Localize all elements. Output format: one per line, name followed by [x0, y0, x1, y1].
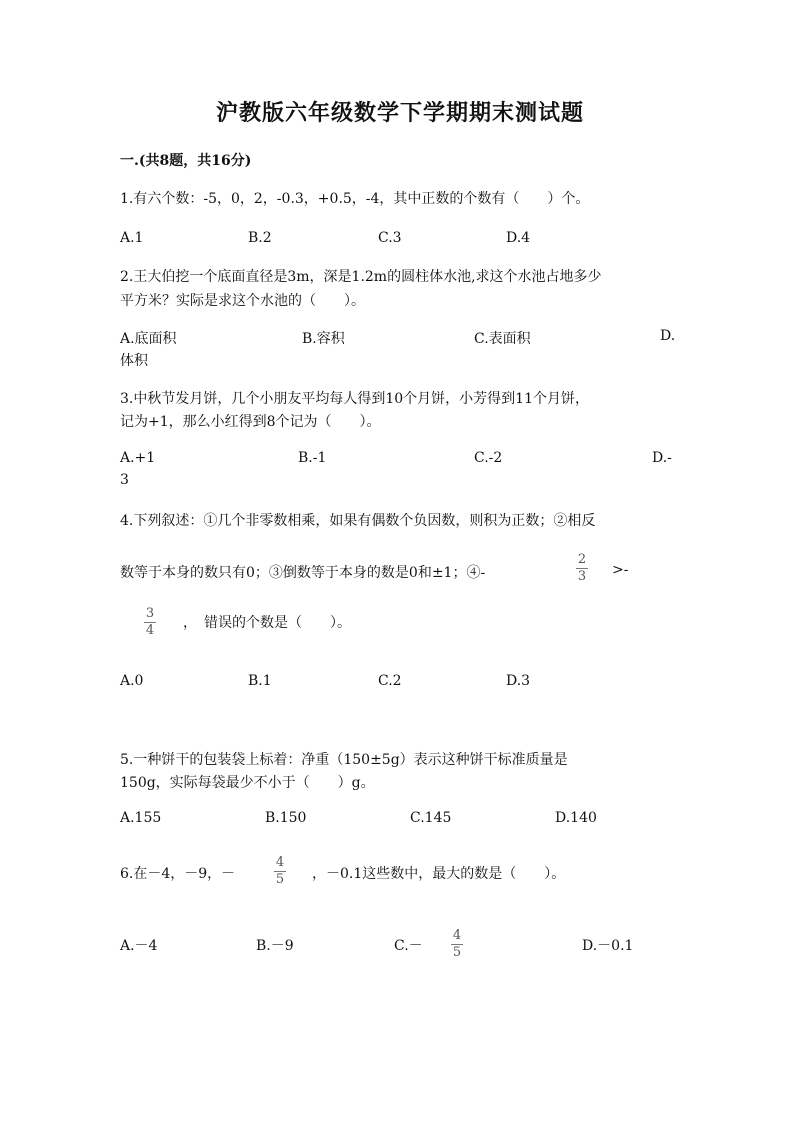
fraction-denominator: 3 — [577, 569, 587, 584]
question-2-option-b: B.容积 — [302, 331, 345, 347]
question-4-fraction-1 — [575, 552, 589, 585]
fraction-denominator: 5 — [275, 872, 285, 887]
question-1-option-c: C.3 — [378, 230, 402, 246]
fraction-numerator: 2 — [577, 552, 587, 567]
question-3-stem-line-1: 3.中秋节发月饼，几个小朋友平均每人得到10个月饼，小芳得到11个月饼， — [120, 391, 589, 407]
question-3-option-b: B.-1 — [298, 450, 327, 466]
question-3-option-a: A.+1 — [120, 450, 156, 466]
question-4-option-d: D.3 — [506, 673, 531, 689]
question-4-option-b: B.1 — [248, 673, 272, 689]
question-6-option-b: B.－9 — [256, 938, 294, 954]
question-1-option-a: A.1 — [120, 230, 144, 246]
question-2-option-a: A.底面积 — [120, 331, 177, 347]
fraction-numerator: 3 — [145, 606, 155, 621]
question-4-fraction-2 — [143, 606, 157, 639]
question-5-stem-line-2: 150g，实际每袋最少不小于（ ）g。 — [120, 775, 375, 791]
question-6-option-d: D.－0.1 — [582, 938, 634, 954]
question-6-fraction — [273, 855, 287, 888]
question-2-option-d-wrap: 体积 — [120, 353, 148, 369]
question-1-option-b: B.2 — [248, 230, 272, 246]
question-6-stem-prefix: 6.在－4，－9，－ — [120, 866, 236, 882]
question-1-stem: 1.有六个数：-5，0，2，-0.3，+0.5，-4，其中正数的个数有（ ）个。 — [120, 191, 590, 207]
question-5-option-a: A.155 — [120, 810, 162, 826]
section-heading: 一.(共8题，共16分) — [120, 153, 252, 169]
question-3-stem-line-2: 记为+1，那么小红得到8个记为（ ）。 — [120, 414, 381, 430]
question-3-option-d-wrap: 3 — [120, 472, 129, 488]
question-5-stem-line-1: 5.一种饼干的包装袋上标着：净重（150±5g）表示这种饼干标准质量是 — [120, 752, 568, 768]
question-6-stem-suffix: ，－0.1这些数中，最大的数是（ ）。 — [312, 866, 566, 882]
question-1-option-d: D.4 — [506, 230, 531, 246]
question-2-option-d: D. — [660, 328, 676, 344]
fraction-numerator: 4 — [452, 928, 462, 943]
page-title: 沪教版六年级数学下学期期末测试题 — [215, 100, 584, 126]
question-3-option-c: C.-2 — [474, 450, 503, 466]
question-4-stem-line-1: 4.下列叙述：①几个非零数相乘，如果有偶数个负因数，则积为正数；②相反 — [120, 513, 596, 529]
question-4-stem-line-3: ， 错误的个数是（ ）。 — [183, 615, 351, 631]
question-5-option-c: C.145 — [410, 810, 452, 826]
fraction-numerator: 4 — [275, 855, 285, 870]
question-2-option-c: C.表面积 — [474, 331, 531, 347]
fraction-denominator: 4 — [145, 623, 155, 638]
question-5-option-d: D.140 — [555, 810, 597, 826]
question-4-option-c: C.2 — [378, 673, 402, 689]
question-6-option-c: C.－ — [394, 938, 423, 954]
question-2-stem-line-1: 2.王大伯挖一个底面直径是3m，深是1.2m的圆柱体水池,求这个水池占地多少 — [120, 269, 602, 285]
question-6-option-c-fraction — [450, 928, 464, 961]
question-6-option-a: A.－4 — [120, 938, 158, 954]
question-4-greater-than: >- — [612, 562, 629, 578]
question-3-option-d: D.- — [652, 450, 672, 466]
question-4-stem-line-2: 数等于本身的数只有0；③倒数等于本身的数是0和±1；④- — [120, 565, 486, 581]
fraction-denominator: 5 — [452, 945, 462, 960]
question-5-option-b: B.150 — [265, 810, 307, 826]
question-4-option-a: A.0 — [120, 673, 144, 689]
question-2-stem-line-2: 平方米？实际是求这个水池的（ ）。 — [120, 293, 365, 309]
